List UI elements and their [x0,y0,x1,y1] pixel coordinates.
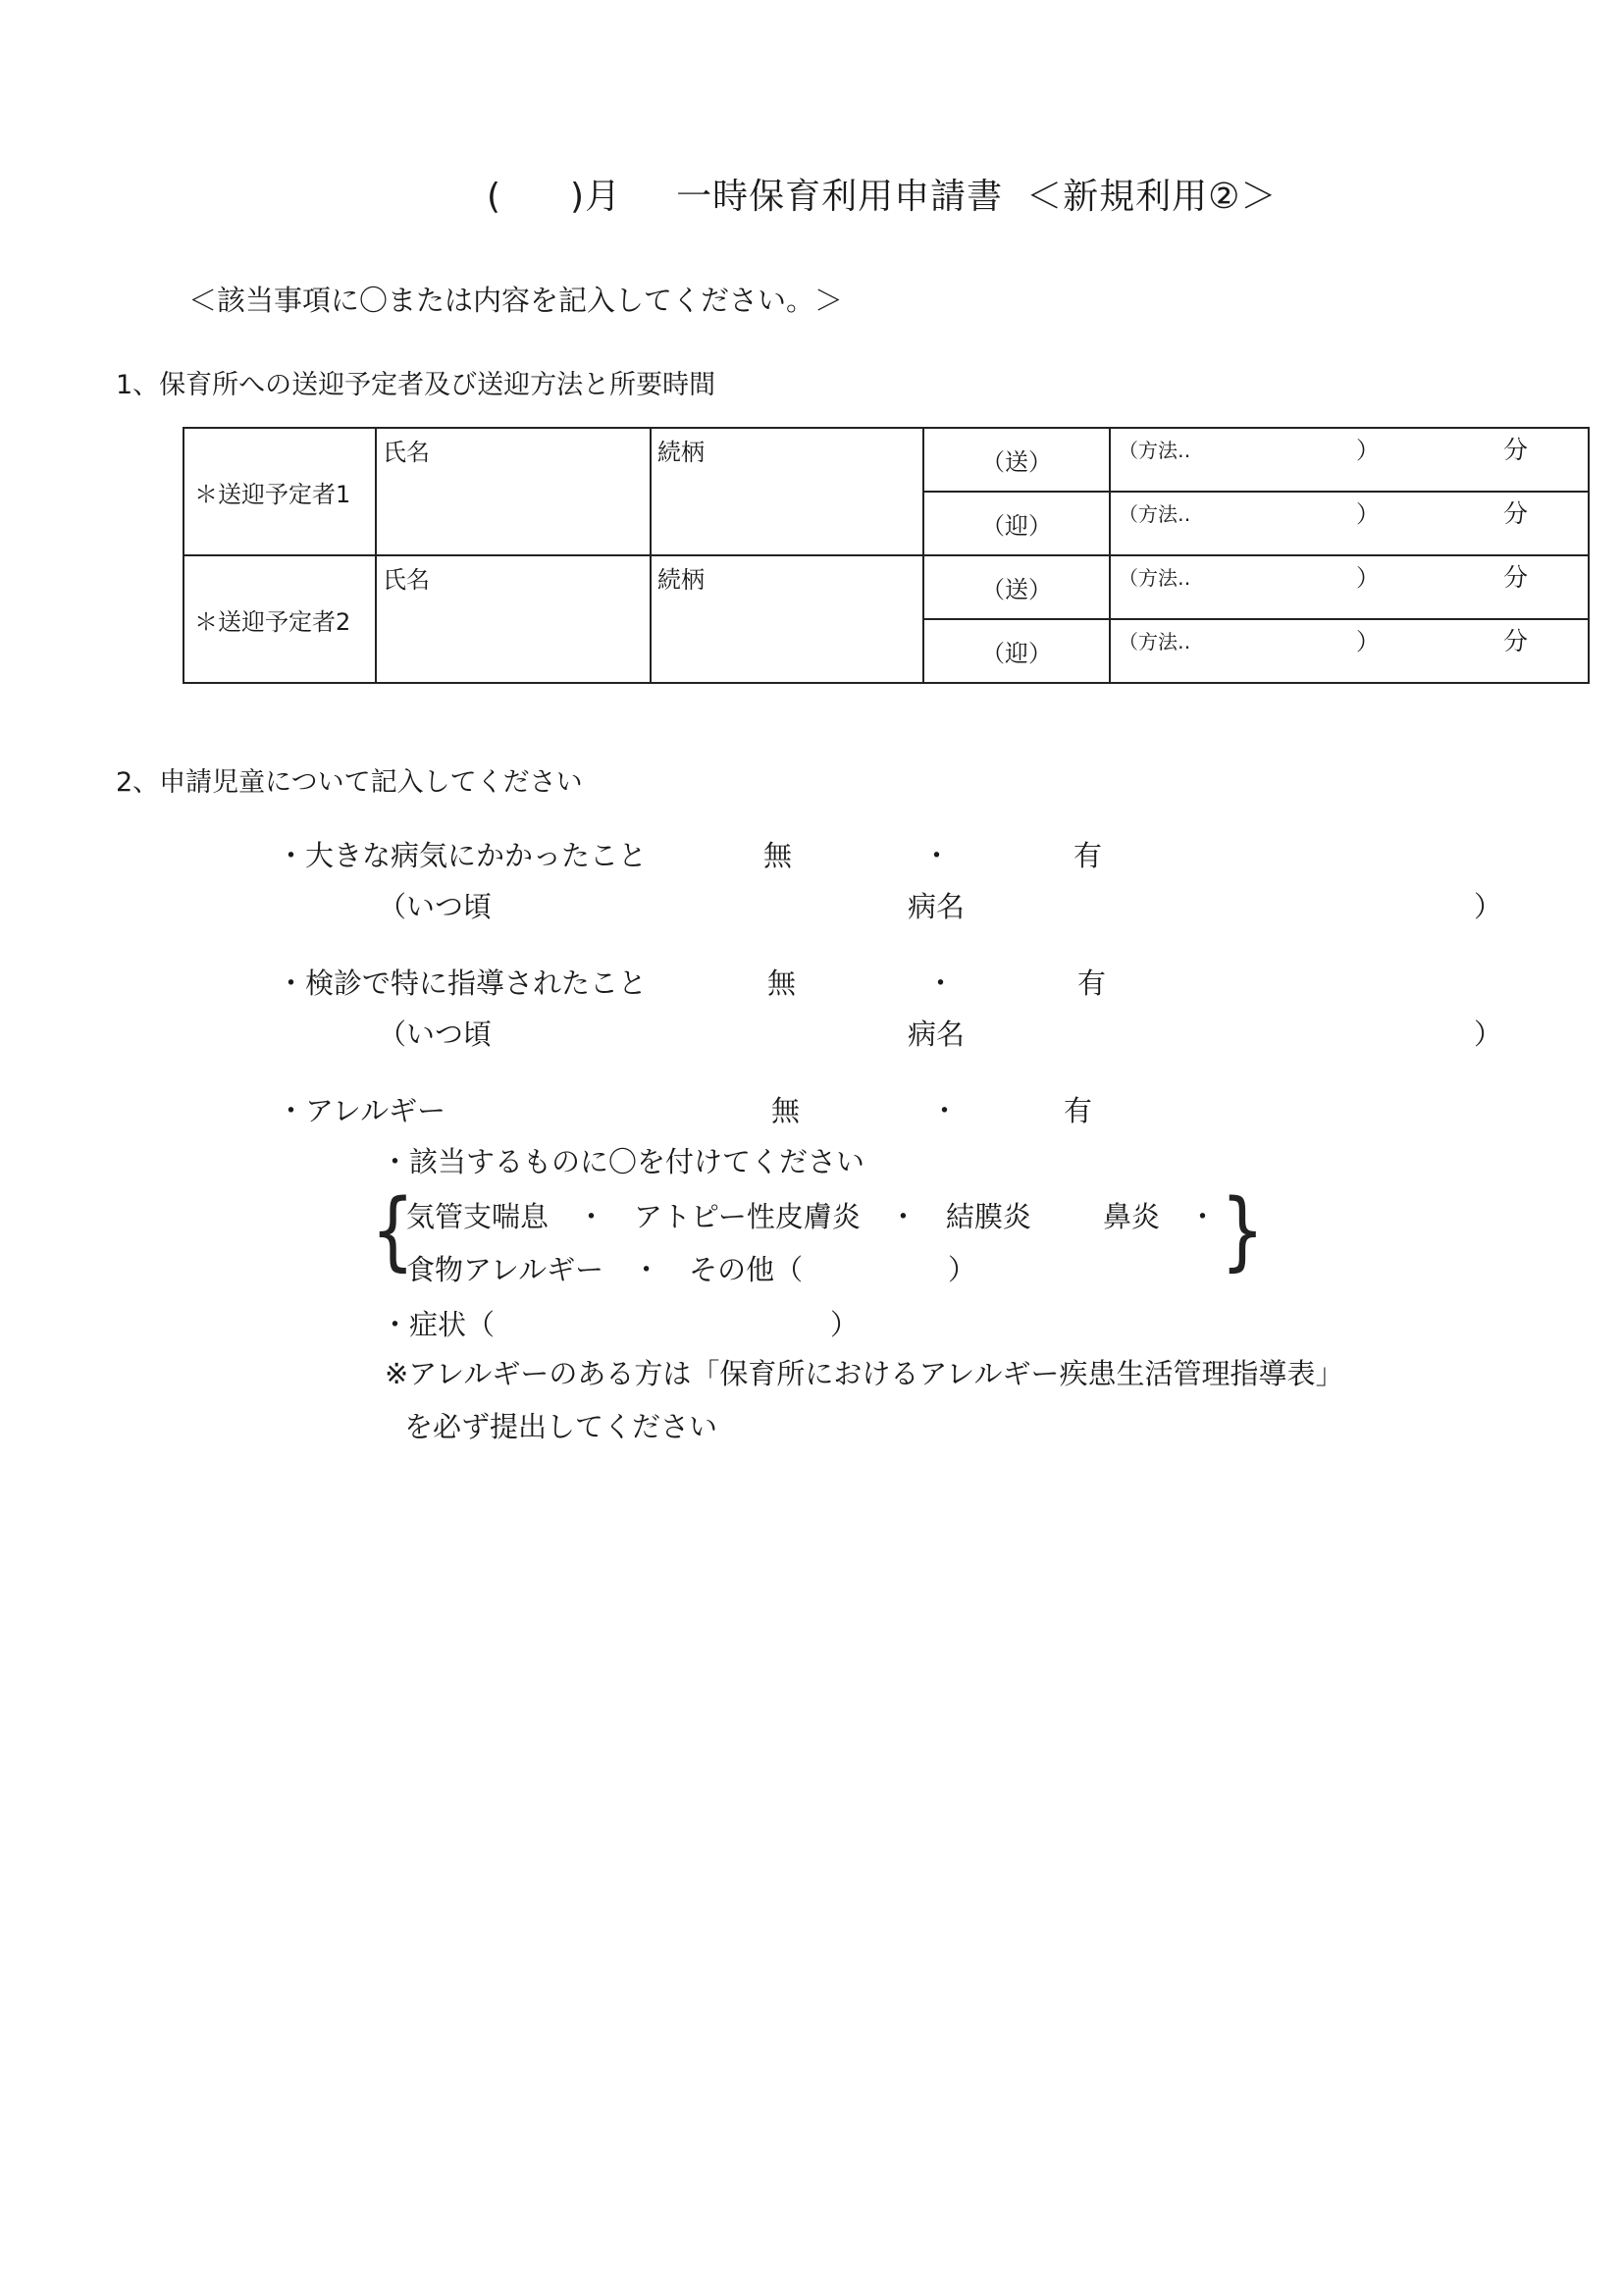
person-1-relation-field[interactable] [651,428,923,555]
illness-separator: ・ [922,839,952,872]
method-label: （方法‥ [1119,502,1191,526]
illness-when-label: （いつ頃 [378,890,493,923]
checkup-yes-option[interactable]: 有 [1077,966,1107,1000]
checkup-label: ・検診で特に指導されたこと [277,966,648,1000]
title-sub: ＜新規利用②＞ [1026,177,1278,217]
relation-label: 続柄 [657,566,705,594]
person-1-pick-label: （迎） [923,492,1110,555]
checkup-when-label: （いつ頃 [378,1018,493,1051]
allergy-other-close-paren: ） [948,1253,977,1286]
minutes-unit: 分 [1503,499,1529,528]
section2-heading: 2、申請児童について記入してください [116,767,583,798]
allergy-options-line1[interactable]: 気管支喘息 ・ アトピー性皮膚炎 ・ 結膜炎 [406,1200,1031,1233]
allergy-yes-option[interactable]: 有 [1064,1094,1093,1127]
minutes-unit: 分 [1503,627,1529,655]
checkup-no-option[interactable]: 無 [767,966,797,1000]
title-main: 一時保育利用申請書 [676,177,1004,217]
checkup-disease-label: 病名 [908,1018,966,1051]
month-open-paren: ( [487,177,502,217]
allergy-no-option[interactable]: 無 [771,1094,801,1127]
illness-disease-label: 病名 [908,890,966,923]
method-close: ） [1356,564,1380,592]
person-1-label: ＊送迎予定者1 [183,428,376,555]
method-label: （方法‥ [1119,439,1191,462]
instruction-text: ＜該当事項に〇または内容を記入してください。＞ [188,284,844,317]
allergy-notice-line2: を必ず提出してください [404,1410,718,1443]
allergy-circle-note: ・該当するものに〇を付けてください [381,1145,865,1178]
illness-label: ・大きな病気にかかったこと [277,839,648,872]
minutes-unit: 分 [1503,563,1529,592]
allergy-options-line1-rhinitis[interactable]: 鼻炎 ・ [1103,1200,1218,1233]
person-2-label: ＊送迎予定者2 [183,555,376,683]
symptom-label: ・症状（ [381,1308,496,1341]
relation-label: 続柄 [657,439,705,466]
allergy-notice-line1: ※アレルギーのある方は「保育所におけるアレルギー疾患生活管理指導表」 [385,1357,1344,1390]
person-2-pick-label: （迎） [923,619,1110,683]
allergy-label: ・アレルギー [277,1094,446,1127]
method-label: （方法‥ [1119,566,1191,590]
name-label: 氏名 [383,566,430,594]
section1-heading: 1、保育所への送迎予定者及び送迎方法と所要時間 [116,370,716,400]
symptom-close-paren: ） [830,1308,860,1341]
method-close: ） [1356,628,1380,655]
method-close: ） [1356,500,1380,528]
checkup-separator: ・ [926,966,956,1000]
person-2-send-label: （送） [923,555,1110,619]
person-2-name-field[interactable] [376,555,651,683]
person-2-send-method-field[interactable] [1110,555,1589,619]
left-brace: { [371,1179,415,1280]
method-label: （方法‥ [1119,630,1191,653]
name-label: 氏名 [383,439,430,466]
minutes-unit: 分 [1503,436,1529,464]
illness-no-option[interactable]: 無 [763,839,793,872]
transport-table [183,427,1590,684]
person-1-name-field[interactable] [376,428,651,555]
person-1-pick-method-field[interactable] [1110,492,1589,555]
illness-yes-option[interactable]: 有 [1073,839,1103,872]
checkup-close-paren: ） [1474,1018,1503,1051]
illness-close-paren: ） [1474,890,1503,923]
person-2-relation-field[interactable] [651,555,923,683]
right-brace: } [1221,1179,1265,1280]
person-1-send-method-field[interactable] [1110,428,1589,492]
person-2-pick-method-field[interactable] [1110,619,1589,683]
page-title [487,169,1277,219]
person-1-send-label: （送） [923,428,1110,492]
month-label: )月 [570,177,622,217]
allergy-options-line2[interactable]: 食物アレルギー ・ その他（ [406,1253,804,1286]
method-close: ） [1356,437,1380,464]
allergy-separator: ・ [930,1094,960,1127]
